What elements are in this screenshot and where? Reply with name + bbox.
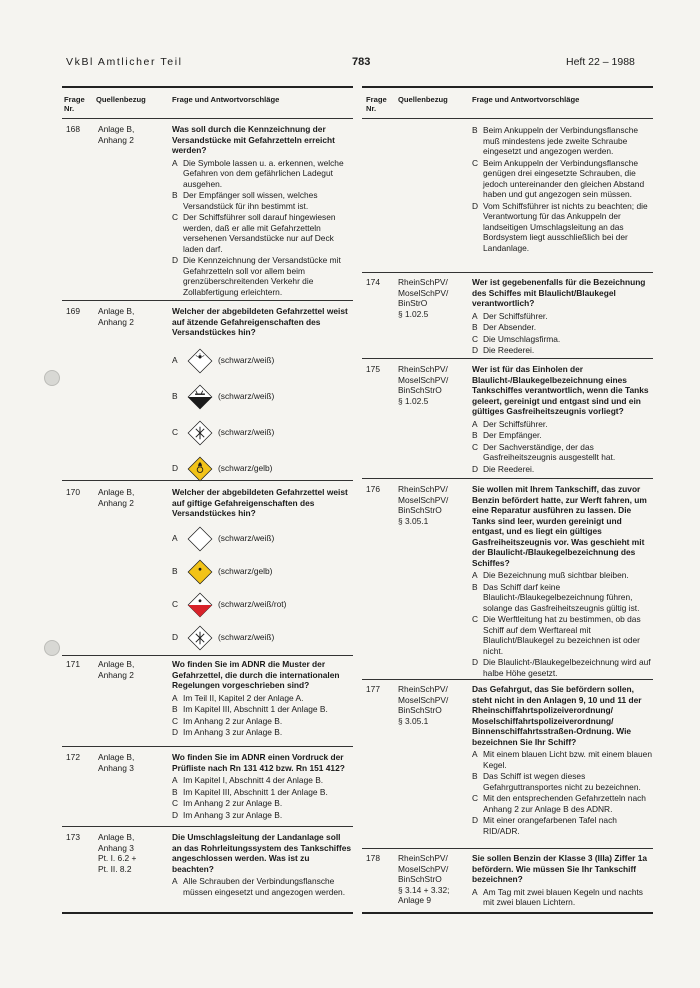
q176-number: 176 bbox=[366, 484, 380, 494]
q174-option-c: C Die Umschlagsfirma. bbox=[472, 333, 561, 344]
punch-hole-top bbox=[44, 370, 60, 386]
q170-question: Welcher der abgebildeten Gefahrzettel weist auf giftige Gefahreigenschaften des Versandstückes hin? bbox=[172, 487, 348, 518]
q170-option-a: A (schwarz/weiß) bbox=[172, 524, 352, 554]
q172-option-a: A Im Kapitel I, Abschnitt 4 der Anlage B. bbox=[172, 775, 324, 785]
divider bbox=[362, 679, 653, 680]
yellow-label-icon bbox=[186, 558, 214, 586]
q169-option-a: A (schwarz/weiß) bbox=[172, 346, 352, 376]
q173-option-a: A Alle Schrauben der Verbindungsflansche müssen eingesetzt und angezogen werden. bbox=[172, 876, 346, 897]
q168-number: 168 bbox=[66, 124, 80, 134]
head-rule-right bbox=[362, 118, 653, 119]
q171-number: 171 bbox=[66, 659, 80, 669]
q169-option-c: C (schwarz/weiß) bbox=[172, 418, 352, 448]
empty-label-icon bbox=[186, 525, 214, 553]
q169-source: Anlage B, Anhang 2 bbox=[98, 306, 135, 327]
head-rule-left bbox=[62, 118, 353, 119]
q170-block bbox=[172, 487, 352, 653]
page-number: 783 bbox=[352, 56, 371, 68]
q173-block bbox=[172, 832, 352, 898]
q175-option-b: B Der Empfänger. bbox=[472, 430, 542, 440]
q176-question: Sie wollen mit Ihrem Tankschiff, das zuvor Benzin befördert hatte, zur Werft fahren, um eine Reparatur ausführen zu lassen. Die Tanks sind leer, wurden gereinigt und entgast, und es liegt ein gültiges Gasfreiheitszeugnis vor. Was geschieht mit der Blaulicht-/Blaukegelbezeichnung des Schiffes? bbox=[472, 484, 647, 568]
q169-number: 169 bbox=[66, 306, 80, 316]
q176-option-d: D Die Blaulicht-/Blaukegelbezeichnung wird auf halbe Höhe gesetzt. bbox=[472, 657, 651, 678]
q172-question: Wo finden Sie im ADNR einen Vordruck der Prüfliste nach Rn 131 412 bzw. Rn 151 412? bbox=[172, 752, 345, 773]
q173-number: 173 bbox=[66, 832, 80, 842]
q168-option-c: C Der Schiffsführer soll darauf hingewiesen werden, daß er alle mit Gefahrzetteln versehenen Versandstücke nur auf Deck laden darf. bbox=[172, 212, 336, 254]
q168-option-a: A Die Symbole lassen u. a. erkennen, welche Gefahren von dem gefährlichen Ladegut ausgehen. bbox=[172, 157, 344, 189]
q168-option-b: B Der Empfänger soll wissen, welches Versandstück für ihn bestimmt ist. bbox=[172, 190, 318, 211]
colhead-quelle-right: Quellenbezug bbox=[398, 95, 448, 104]
divider bbox=[62, 655, 353, 656]
q175-number: 175 bbox=[366, 364, 380, 374]
q172-option-d: D Im Anhang 3 zur Anlage B. bbox=[172, 809, 283, 820]
divider bbox=[62, 826, 353, 827]
q178-number: 178 bbox=[366, 853, 380, 863]
divider bbox=[362, 478, 653, 479]
q172-source: Anlage B, Anhang 3 bbox=[98, 752, 135, 773]
q178-source: RheinSchPV/ MoselSchPV/ BinSchStrO § 3.14 + 3.32; Anlage 9 bbox=[398, 853, 450, 905]
q177-number: 177 bbox=[366, 684, 380, 694]
q173-option-d: D Vom Schiffsführer ist nichts zu beachten; die Verantwortung für das Ankuppeln der landseitigen Umschlagsleitung an das Bordsystem liegt ausschließlich bei der Landanlage. bbox=[472, 200, 648, 253]
q170-option-d: D (schwarz/weiß) bbox=[172, 623, 352, 653]
q171-source: Anlage B, Anhang 2 bbox=[98, 659, 135, 680]
q178-block bbox=[472, 853, 652, 909]
q174-source: RheinSchPV/ MoselSchPV/ BinStrO § 1.02.5 bbox=[398, 277, 449, 319]
q173-option-b: B Beim Ankuppeln der Verbindungsflansche muß mindestens jede zweite Schraube eingesetzt und angezogen werden. bbox=[472, 125, 639, 156]
oxidizer-label-icon bbox=[186, 455, 214, 483]
q176-option-a: A Die Bezeichnung muß sichtbar bleiben. bbox=[472, 570, 629, 580]
q173-question: Die Umschlagsleitung der Landanlage soll an das Rohrleitungssystem des Tankschiffes angeschlossen werden. Was ist zu beachten? bbox=[172, 832, 352, 874]
colhead-frage-left: Frage Nr. bbox=[64, 95, 85, 114]
q169-block bbox=[172, 306, 352, 484]
q170-option-c: C (schwarz/weiß/rot) bbox=[172, 590, 352, 620]
bottom-rule-left bbox=[62, 912, 353, 914]
q169-question: Welcher der abgebildeten Gefahrzettel weist auf ätzende Gefahreigenschaften des Versandstückes hin? bbox=[172, 306, 348, 337]
q171-question: Wo finden Sie im ADNR die Muster der Gefahrzettel, die durch die internationalen Regelungen vorgeschrieben sind? bbox=[172, 659, 340, 690]
q177-block bbox=[472, 684, 652, 837]
q172-option-c: C Im Anhang 2 zur Anlage B. bbox=[172, 798, 283, 808]
q178-option-a: A Am Tag mit zwei blauen Kegeln und nachts mit zwei blauen Lichtern. bbox=[472, 886, 643, 907]
explosive-label-icon bbox=[186, 347, 214, 375]
q174-option-b: B Der Absender. bbox=[472, 322, 537, 332]
q170-source: Anlage B, Anhang 2 bbox=[98, 487, 135, 508]
q172-number: 172 bbox=[66, 752, 80, 762]
q176-option-c: C Die Werftleitung hat zu bestimmen, ob das Schiff auf dem Werftareal mit Blaulicht/Blaukegel zu bezeichnen ist oder nicht. bbox=[472, 614, 641, 656]
q174-option-a: A Der Schiffsführer. bbox=[472, 310, 548, 321]
colhead-quelle-left: Quellenbezug bbox=[96, 95, 146, 104]
q176-source: RheinSchPV/ MoselSchPV/ BinSchStrO § 3.05.1 bbox=[398, 484, 449, 526]
q168-block bbox=[172, 124, 352, 298]
harmful-label-icon bbox=[186, 419, 214, 447]
colhead-frage-right: Frage Nr. bbox=[366, 95, 387, 114]
q177-option-b: B Das Schiff ist wegen dieses Gefahrguttransportes nicht zu bezeichnen. bbox=[472, 771, 641, 792]
q173-continued-block bbox=[472, 124, 652, 254]
q174-question: Wer ist gegebenenfalls für die Bezeichnung des Schiffes mit Blaulicht/Blaukegel verantwortlich? bbox=[472, 277, 646, 308]
top-rule-left bbox=[62, 86, 353, 88]
divider bbox=[362, 358, 653, 359]
q177-source: RheinSchPV/ MoselSchPV/ BinSchStrO § 3.05.1 bbox=[398, 684, 449, 726]
q172-block bbox=[172, 752, 352, 821]
q174-option-d: D Die Reederei. bbox=[472, 345, 535, 355]
q175-source: RheinSchPV/ MoselSchPV/ BinSchStrO § 1.02.5 bbox=[398, 364, 449, 406]
q173-option-c: C Beim Ankuppeln der Verbindungsflansche genügen drei eingesetzte Schrauben, die jedoch untereinander den gleichen Abstand haben und gut angezogen sein müssen. bbox=[472, 157, 645, 199]
q168-question: Was soll durch die Kennzeichnung der Versandstücke mit Gefahrzetteln erreicht werden? bbox=[172, 124, 335, 155]
divider bbox=[362, 848, 653, 849]
q173-source: Anlage B, Anhang 3 Pt. I. 6.2 + Pt. II. 8.2 bbox=[98, 832, 137, 874]
q175-question: Wer ist für das Einholen der Blaulicht-/Blaukegelbezeichnung eines Tankschiffes verantwortlich, wenn die Tanks geleert, gereinigt und entgast sind und ein gültiges Gasfreiheitszeugnis vorliegt? bbox=[472, 364, 649, 416]
q169-option-b: B (schwarz/weiß) bbox=[172, 382, 352, 412]
top-rule-right bbox=[362, 86, 653, 88]
corrosive-label-icon bbox=[186, 383, 214, 411]
q172-option-b: B Im Kapitel III, Abschnitt 1 der Anlage B. bbox=[172, 786, 328, 797]
q171-option-c: C Im Anhang 2 zur Anlage B. bbox=[172, 715, 283, 726]
q177-option-a: A Mit einem blauen Licht bzw. mit einem blauen Kegel. bbox=[472, 749, 652, 770]
q176-block bbox=[472, 484, 652, 679]
q178-question: Sie sollen Benzin der Klasse 3 (IIIa) Ziffer 1a befördern. Wie müssen Sie Ihr Tankschiff bezeichnen? bbox=[472, 853, 648, 884]
colhead-antwort-right: Frage und Antwortvorschläge bbox=[472, 95, 580, 104]
harmful-label-icon bbox=[186, 624, 214, 652]
divider bbox=[62, 480, 353, 481]
q171-option-a: A Im Teil II, Kapitel 2 der Anlage A. bbox=[172, 692, 304, 703]
q171-option-d: D Im Anhang 3 zur Anlage B. bbox=[172, 727, 283, 737]
colhead-antwort-left: Frage und Antwortvorschläge bbox=[172, 95, 280, 104]
q168-option-d: D Die Kennzeichnung der Versandstücke mit Gefahrzetteln soll vor allem beim grenzüberschreitenden Verkehr die Zollabfertigung erleichtern. bbox=[172, 255, 341, 297]
q170-option-b: B (schwarz/gelb) bbox=[172, 557, 352, 587]
q177-option-c: C Mit den entsprechenden Gefahrzetteln nach Anhang 2 zur Anlage B des ADNR. bbox=[472, 793, 646, 814]
q177-option-d: D Mit einer orangefarbenen Tafel nach RID/ADR. bbox=[472, 815, 617, 836]
q176-option-b: B Das Schiff darf keine Blaulicht-/Blaukegelbezeichnung führen, solange das Gasfreiheitszeugnis gültig ist. bbox=[472, 581, 640, 613]
q170-number: 170 bbox=[66, 487, 80, 497]
q175-option-c: C Der Sachverständige, der das Gasfreiheitszeugnis ausgestellt hat. bbox=[472, 441, 616, 462]
q171-block bbox=[172, 659, 352, 739]
red-white-label-icon bbox=[186, 591, 214, 619]
q174-number: 174 bbox=[366, 277, 380, 287]
punch-hole-bottom bbox=[44, 640, 60, 656]
q168-source: Anlage B, Anhang 2 bbox=[98, 124, 135, 145]
q171-option-b: B Im Kapitel III, Abschnitt 1 der Anlage B. bbox=[172, 704, 328, 714]
q175-option-a: A Der Schiffsführer. bbox=[472, 418, 548, 429]
q174-block bbox=[472, 277, 652, 357]
header-issue: Heft 22 – 1988 bbox=[566, 56, 635, 68]
divider bbox=[62, 746, 353, 747]
q177-question: Das Gefahrgut, das Sie befördern sollen, steht nicht in den Anlagen 9, 10 und 11 der Rheinschiffahrtspolizeiverordnung/ Moselschiffahrtspolizeiverordnung/ Binnenschiffahrtsstraßen-Ordnung. Wie bezeichnen Sie Ihr Schiff? bbox=[472, 684, 642, 747]
divider bbox=[62, 300, 353, 301]
header-journal: VkBl Amtlicher Teil bbox=[66, 56, 183, 68]
bottom-rule-right bbox=[362, 912, 653, 914]
divider bbox=[362, 272, 653, 273]
q175-block bbox=[472, 364, 652, 475]
q175-option-d: D Die Reederei. bbox=[472, 463, 535, 474]
q169-option-d: D (schwarz/gelb) bbox=[172, 454, 352, 484]
